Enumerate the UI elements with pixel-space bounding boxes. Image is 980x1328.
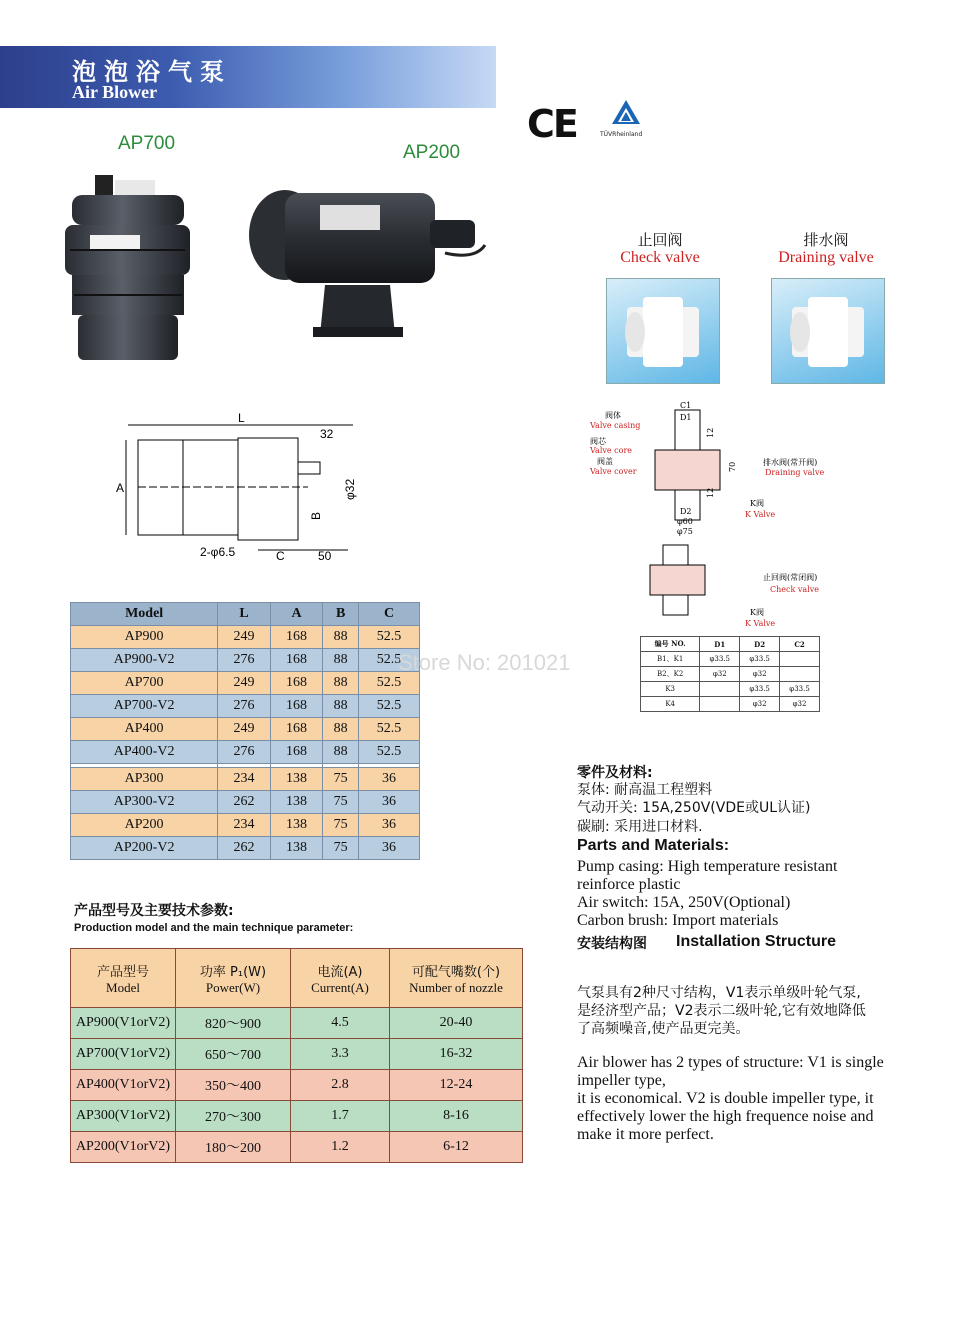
dim-A: A [116, 481, 125, 495]
materials-title-cn: 零件及材料: [577, 765, 653, 781]
ap200-blower-image [245, 175, 495, 350]
col-header: C2 [780, 637, 820, 652]
table-cell: 88 [323, 695, 359, 718]
col-header: A [270, 603, 323, 626]
table-cell: AP200 [71, 814, 218, 837]
k2-valve-cn: K阀 [750, 608, 764, 617]
structure-en-5: make it more perfect. [577, 1126, 714, 1143]
check-valve-image [606, 278, 720, 384]
table-cell: φ33.5 [740, 682, 780, 697]
spec-header-en: Power(W) [205, 979, 261, 995]
table-cell: 276 [218, 741, 271, 764]
table-cell: AP300 [71, 768, 218, 791]
table-cell: AP900-V2 [71, 649, 218, 672]
table-row [71, 741, 420, 764]
table-cell: 16-32 [390, 1039, 523, 1070]
table-cell: K4 [641, 697, 700, 712]
table-cell: 168 [270, 695, 323, 718]
table-cell: 168 [270, 741, 323, 764]
table-cell: 168 [270, 649, 323, 672]
check-valve-title-en: Check valve [620, 249, 700, 266]
spec-header-cn: 产品型号 [96, 964, 149, 980]
dim-B: B [309, 511, 323, 520]
table-cell: 168 [270, 718, 323, 741]
table-row [641, 652, 820, 667]
table-row [71, 672, 420, 695]
table-cell: 350～400 [176, 1070, 291, 1101]
spec-table [70, 948, 523, 1163]
table-row [71, 649, 420, 672]
table-cell: 234 [218, 768, 271, 791]
table-cell: 820～900 [176, 1008, 291, 1039]
dim-12a: 12 [706, 427, 715, 438]
table-cell [780, 652, 820, 667]
table-cell: 52.5 [359, 626, 420, 649]
phi60-label: φ60 [677, 517, 693, 526]
materials-line3-cn: 碳刷: 采用进口材料. [577, 819, 703, 835]
table-cell [700, 682, 740, 697]
table-cell: B1、K1 [641, 652, 700, 667]
ap700-label: AP700 [118, 133, 176, 154]
table-cell: 1.2 [291, 1132, 390, 1163]
c1-label: C1 [680, 401, 692, 410]
structure-en-3: it is economical. V2 is double impeller type, it [577, 1090, 874, 1107]
table-cell: 276 [218, 695, 271, 718]
table-cell: 88 [323, 626, 359, 649]
col-header: C [359, 603, 420, 626]
tuv-label: TÜVRheinland [600, 131, 643, 138]
col-header: D1 [700, 637, 740, 652]
col-header: L [218, 603, 271, 626]
core-en: Valve core [590, 446, 633, 455]
table-cell: 36 [359, 768, 420, 791]
table-cell: 36 [359, 814, 420, 837]
dim-32: 32 [320, 427, 334, 441]
install-title-en: Installation Structure [676, 933, 837, 950]
materials-title-en: Parts and Materials: [577, 837, 730, 854]
dim-holes: 2-φ6.5 [200, 545, 236, 559]
table-cell: 52.5 [359, 741, 420, 764]
cover-en: Valve cover [590, 467, 637, 476]
table-cell: 36 [359, 791, 420, 814]
valve-section-drawing [585, 400, 855, 630]
page-title-en: Air Blower [72, 82, 158, 102]
table-cell: 180～200 [176, 1132, 291, 1163]
check-type-cn: 止回阀(常闭阀) [763, 573, 818, 582]
table-cell: AP200(V1orV2) [71, 1132, 176, 1163]
col-header: 编号 NO. [641, 637, 700, 652]
structure-cn-2: 是经济型产品；V2表示二级叶轮,它有效地降低 [577, 1003, 866, 1019]
materials-line1-cn: 泵体: 耐高温工程塑料 [577, 782, 713, 798]
table-cell: 12-24 [390, 1070, 523, 1101]
table-cell: AP300(V1orV2) [71, 1101, 176, 1132]
table-cell: 88 [323, 672, 359, 695]
table-row [71, 814, 420, 837]
table-cell: 36 [359, 837, 420, 860]
phi75-label: φ75 [677, 527, 693, 536]
spec-header-en: Current(A) [311, 979, 369, 995]
k-valve-cn: K阀 [750, 499, 764, 508]
k2-valve-en: K Valve [745, 619, 776, 628]
table-cell: φ32 [700, 667, 740, 682]
table-cell: 52.5 [359, 695, 420, 718]
table-cell: AP400(V1orV2) [71, 1070, 176, 1101]
table-cell: 52.5 [359, 718, 420, 741]
structure-en-4: effectively lower the high frequence noise and [577, 1108, 874, 1125]
table-cell: 3.3 [291, 1039, 390, 1070]
ap700-blower-image [60, 170, 195, 370]
casing-en: Valve casing [590, 421, 641, 430]
table-row [641, 667, 820, 682]
dim-50: 50 [318, 549, 332, 563]
check-valve-title-cn: 止回阀 [637, 231, 683, 249]
col-header: Model [71, 603, 218, 626]
table-cell: 138 [270, 791, 323, 814]
table-row [71, 768, 420, 791]
drain-type-cn: 排水阀(常开阀) [763, 458, 818, 467]
drain-valve-image [771, 278, 885, 384]
table-cell: 6-12 [390, 1132, 523, 1163]
page-title-cn: 泡泡浴气泵 [72, 58, 232, 86]
dim-70: 70 [728, 461, 737, 472]
ap200-label: AP200 [403, 142, 461, 163]
table-row [71, 1101, 523, 1132]
table-cell: 138 [270, 814, 323, 837]
table-row [71, 626, 420, 649]
table-cell: AP900(V1orV2) [71, 1008, 176, 1039]
table-row [71, 1070, 523, 1101]
spec-header-en: Model [106, 979, 140, 995]
table-cell: 20-40 [390, 1008, 523, 1039]
dimension-table [70, 602, 420, 860]
structure-cn-1: 气泵具有2种尺寸结构，V1表示单级叶轮气泵, [577, 985, 861, 1001]
table-cell: φ32 [740, 697, 780, 712]
materials-line2-en: reinforce plastic [577, 876, 681, 893]
table-cell: φ33.5 [740, 652, 780, 667]
table-cell: 262 [218, 791, 271, 814]
structure-cn-3: 了高频噪音,使产品更完美。 [577, 1021, 750, 1037]
table-cell: 52.5 [359, 672, 420, 695]
materials-line3-en: Air switch: 15A, 250V(Optional) [577, 894, 791, 911]
table-cell [700, 697, 740, 712]
table-cell: 262 [218, 837, 271, 860]
table-cell: 249 [218, 626, 271, 649]
table-cell: AP700(V1orV2) [71, 1039, 176, 1070]
table-row [71, 1132, 523, 1163]
table-cell: AP700-V2 [71, 695, 218, 718]
table-cell: AP400 [71, 718, 218, 741]
table-row [71, 791, 420, 814]
table-cell: 138 [270, 837, 323, 860]
table-cell: φ32 [740, 667, 780, 682]
k-valve-table [640, 636, 820, 712]
core-cn: 阀芯 [590, 437, 606, 446]
table-cell: 168 [270, 672, 323, 695]
table-cell: AP200-V2 [71, 837, 218, 860]
dim-12b: 12 [706, 487, 715, 498]
table-cell: 88 [323, 718, 359, 741]
table-row [641, 682, 820, 697]
table-cell: AP300-V2 [71, 791, 218, 814]
table-cell: AP900 [71, 626, 218, 649]
blower-dimension-drawing [108, 410, 376, 580]
spec-title-en: Production model and the main technique parameter: [74, 922, 354, 934]
dim-phi32: φ32 [343, 478, 357, 500]
spec-header-en: Number of nozzle [409, 979, 503, 995]
structure-en-1: Air blower has 2 types of structure: V1 is single [577, 1054, 884, 1071]
table-row [641, 697, 820, 712]
table-cell: φ32 [780, 697, 820, 712]
ce-mark-icon: CE [527, 102, 577, 146]
table-cell: AP700 [71, 672, 218, 695]
table-row [71, 718, 420, 741]
materials-line2-cn: 气动开关: 15A,250V(VDE或UL认证) [577, 800, 811, 816]
table-cell: 1.7 [291, 1101, 390, 1132]
table-cell: 276 [218, 649, 271, 672]
drain-valve-title-cn: 排水阀 [803, 231, 849, 249]
table-cell: 4.5 [291, 1008, 390, 1039]
table-cell [780, 667, 820, 682]
table-row [71, 695, 420, 718]
table-row [71, 837, 420, 860]
table-cell: 138 [270, 768, 323, 791]
col-header: D2 [740, 637, 780, 652]
table-cell: 8-16 [390, 1101, 523, 1132]
casing-cn: 阀体 [605, 411, 621, 420]
table-cell: 88 [323, 741, 359, 764]
table-row [71, 1008, 523, 1039]
check-type-en: Check valve [770, 585, 819, 594]
drain-valve-title-en: Draining valve [778, 249, 874, 266]
table-cell: B2、K2 [641, 667, 700, 682]
spec-header-cn: 可配气嘴数(个) [411, 964, 501, 980]
spec-header-cn: 电流(A) [317, 964, 363, 980]
table-cell: 88 [323, 649, 359, 672]
table-cell: 75 [323, 837, 359, 860]
install-title-cn: 安装结构图 [577, 936, 647, 952]
table-cell: 75 [323, 814, 359, 837]
table-cell: K3 [641, 682, 700, 697]
table-cell: AP400-V2 [71, 741, 218, 764]
table-cell: 650～700 [176, 1039, 291, 1070]
d1-label: D1 [680, 413, 692, 422]
dim-C: C [276, 549, 285, 563]
spec-header-cn: 功率 P₁(W) [199, 964, 267, 980]
structure-en-2: impeller type, [577, 1072, 666, 1089]
materials-line1-en: Pump casing: High temperature resistant [577, 858, 838, 875]
materials-line4-en: Carbon brush: Import materials [577, 912, 779, 929]
spec-title-cn: 产品型号及主要技术参数: [74, 903, 234, 919]
table-cell: 270～300 [176, 1101, 291, 1132]
table-cell: 234 [218, 814, 271, 837]
table-cell: 249 [218, 718, 271, 741]
table-cell: 168 [270, 626, 323, 649]
k-valve-en: K Valve [745, 510, 776, 519]
table-cell: 2.8 [291, 1070, 390, 1101]
table-cell: 75 [323, 768, 359, 791]
table-cell: 75 [323, 791, 359, 814]
store-watermark: Store No: 201021 [398, 650, 571, 675]
col-header: B [323, 603, 359, 626]
table-cell: φ33.5 [780, 682, 820, 697]
table-cell: 249 [218, 672, 271, 695]
table-cell: φ33.5 [700, 652, 740, 667]
table-row [71, 1039, 523, 1070]
table-cell: 52.5 [359, 649, 420, 672]
cover-cn: 阀盖 [597, 457, 613, 466]
d2-label: D2 [680, 507, 692, 516]
drain-type-en: Draining valve [765, 468, 825, 477]
dim-L: L [238, 411, 245, 425]
